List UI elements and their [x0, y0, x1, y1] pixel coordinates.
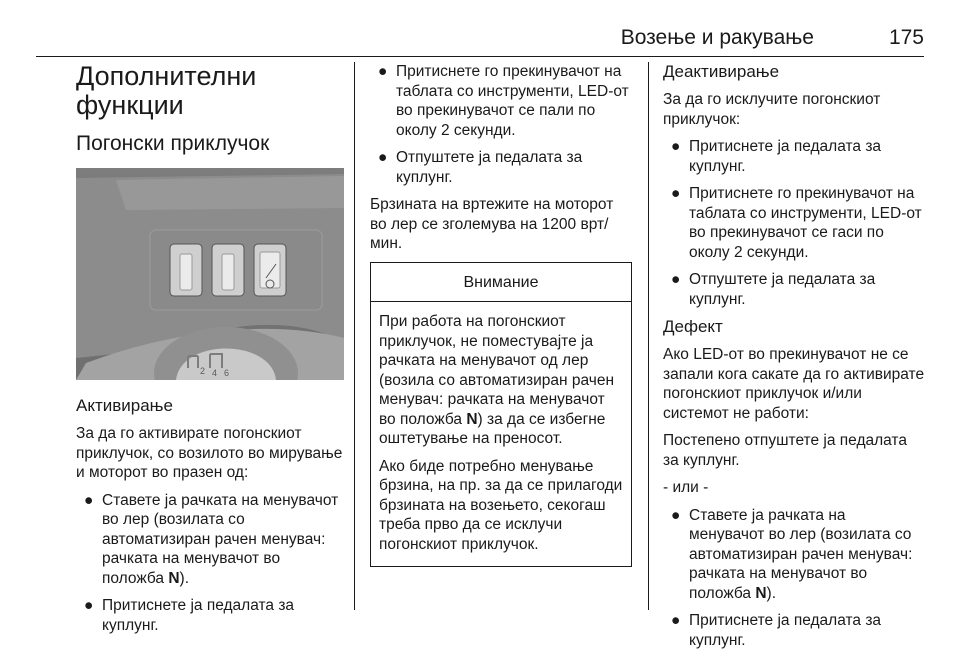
list-item: ● Притиснете ја педалата за куплунг.: [671, 138, 882, 175]
bullet-icon: ●: [84, 491, 94, 509]
idle-speed-paragraph: Брзината на вртежите на моторот во лер се зголемува на 1200 врт/мин.: [370, 196, 614, 252]
list-item: ● Притиснете го прекинувачот на таблата со инструменти, LED-от во прекинувачот се пали по околу 2 секунди.: [378, 63, 629, 139]
bullet-icon: ●: [378, 63, 388, 80]
list-item: ● Притиснете ја педалата за куплунг.: [84, 597, 295, 634]
bullet-icon: ●: [671, 271, 681, 288]
list-item: ● Притиснете го прекинувачот на таблата со инструменти, LED-от во прекинувачот се гаси по околу 2 секунди.: [671, 185, 922, 261]
fault-heading: Дефект: [663, 317, 723, 336]
column-1: [76, 62, 344, 643]
warning-title: Внимание: [371, 263, 631, 303]
gear-label: 4: [212, 368, 218, 378]
deactivate-heading: Деактивирање: [663, 62, 780, 81]
column-divider: [648, 62, 649, 610]
gear-label: 6: [224, 368, 230, 378]
warning-body: [371, 302, 631, 566]
bullet-icon: ●: [671, 138, 681, 155]
page-number: 175: [888, 26, 924, 49]
activate-intro: За да го активирате погонскиот приклучок, со возилото во мирување и моторот во празен од:: [76, 425, 343, 481]
gear-label: 2: [200, 366, 206, 376]
activate-list: [76, 491, 344, 636]
bullet-icon: ●: [671, 612, 681, 629]
page-header: [36, 22, 924, 57]
bullet-icon: ●: [671, 185, 681, 202]
pto-switch-figure: [76, 168, 344, 380]
dashboard-illustration: [76, 168, 344, 380]
activate-heading: Активирање: [76, 396, 173, 415]
column-2: [370, 62, 632, 567]
list-item: ● Отпуштете ја педалата за куплунг.: [671, 271, 876, 308]
bullet-icon: ●: [671, 506, 681, 524]
fault-paragraph: Ако LED-от во прекинувачот не се запали кога сакате да го активирате погонскиот приклучок и/или системот не работи:: [663, 346, 925, 422]
warning-paragraph: При работа на погонскиот приклучок, не поместувајте ја рачката на менувачот од лер (возила со автоматизиран рачен менувач: рачката на менувачот во положба N) за да се избегне оштетување на преносот.: [379, 313, 615, 447]
fault-list: [663, 506, 925, 651]
header-title: Возење и ракување: [620, 26, 814, 49]
subsection-heading: Погонски приклучок: [76, 132, 270, 155]
section-heading: Дополнителни функции: [76, 61, 257, 120]
warning-paragraph: Ако биде потребно менување брзина, на пр. за да се прилагоди брзината на возењето, секогаш треба прво да се исклучи погонскиот приклучок.: [379, 457, 623, 553]
bullet-icon: ●: [84, 597, 94, 614]
bullet-icon: ●: [378, 149, 388, 166]
list-item: ● Притиснете ја педалата за куплунг.: [671, 612, 882, 649]
deactivate-list: [663, 137, 925, 309]
or-separator: - или -: [663, 479, 709, 496]
column-3: [663, 62, 925, 658]
deactivate-intro: За да го исклучите погонскиот приклучок:: [663, 91, 881, 128]
list-item: ● Отпуштете ја педалата за куплунг.: [378, 149, 583, 186]
fault-paragraph: Постепено отпуштете ја педалата за куплунг.: [663, 432, 907, 469]
list-item: ● Ставете ја рачката на менувачот во лер (возилата со автоматизиран рачен менувач: рачката на менувачот во положба N).: [84, 491, 339, 587]
list-item: ● Ставете ја рачката на менувачот во лер (возилата со автоматизиран рачен менувач: рачката на менувачот во положба N).: [671, 506, 913, 602]
warning-box: [370, 262, 632, 568]
column-divider: [354, 62, 355, 610]
activate-list-continued: [370, 62, 632, 187]
